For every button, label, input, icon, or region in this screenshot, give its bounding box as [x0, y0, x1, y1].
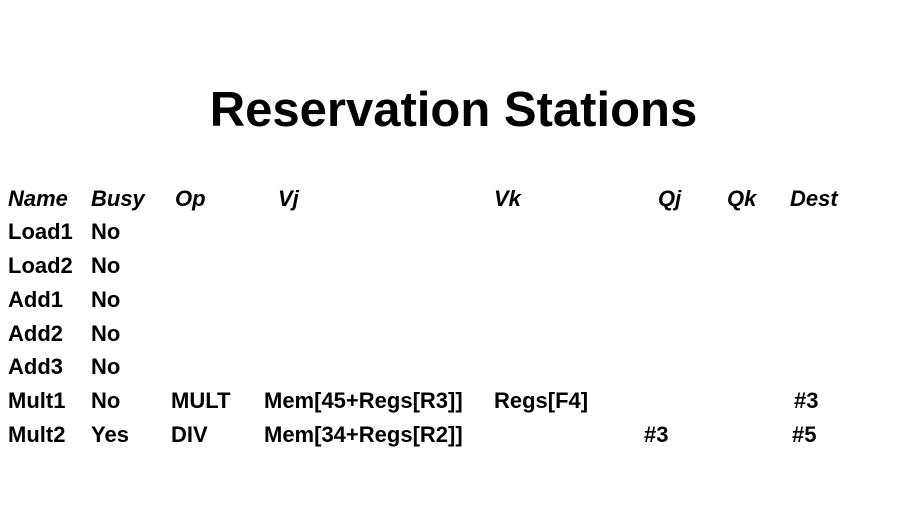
row-load2-name: Load2: [8, 253, 73, 278]
row-add1-busy: No: [91, 287, 121, 312]
header-name: Name: [8, 186, 68, 211]
header-qj: Qj: [658, 186, 682, 211]
row-add3-busy: No: [91, 354, 121, 379]
header-vk: Vk: [494, 186, 521, 211]
row-add3-name: Add3: [8, 354, 63, 379]
row-mult2-name: Mult2: [8, 422, 66, 447]
row-load2-busy: No: [91, 253, 121, 278]
row-mult1-busy: No: [91, 388, 121, 413]
header-vj: Vj: [278, 186, 299, 211]
header-dest: Dest: [790, 186, 838, 211]
header-op: Op: [175, 186, 206, 211]
row-mult1-dest: #3: [794, 388, 819, 413]
row-mult2-vj: Mem[34+Regs[R2]]: [264, 422, 463, 447]
row-load1-name: Load1: [8, 219, 73, 244]
row-mult2-busy: Yes: [91, 422, 129, 447]
row-add2-name: Add2: [8, 321, 63, 346]
row-mult1-vk: Regs[F4]: [494, 388, 589, 413]
row-mult2-dest: #5: [792, 422, 817, 447]
row-mult2-qj: #3: [644, 422, 669, 447]
page-title: Reservation Stations: [209, 83, 698, 137]
row-add1-name: Add1: [8, 287, 63, 312]
row-mult1-vj: Mem[45+Regs[R3]]: [264, 388, 463, 413]
row-mult2-op: DIV: [171, 422, 208, 447]
header-busy: Busy: [91, 186, 145, 211]
header-qk: Qk: [727, 186, 757, 211]
row-add2-busy: No: [91, 321, 121, 346]
row-mult1-op: MULT: [171, 388, 231, 413]
row-load1-busy: No: [91, 219, 121, 244]
row-mult1-name: Mult1: [8, 388, 66, 413]
